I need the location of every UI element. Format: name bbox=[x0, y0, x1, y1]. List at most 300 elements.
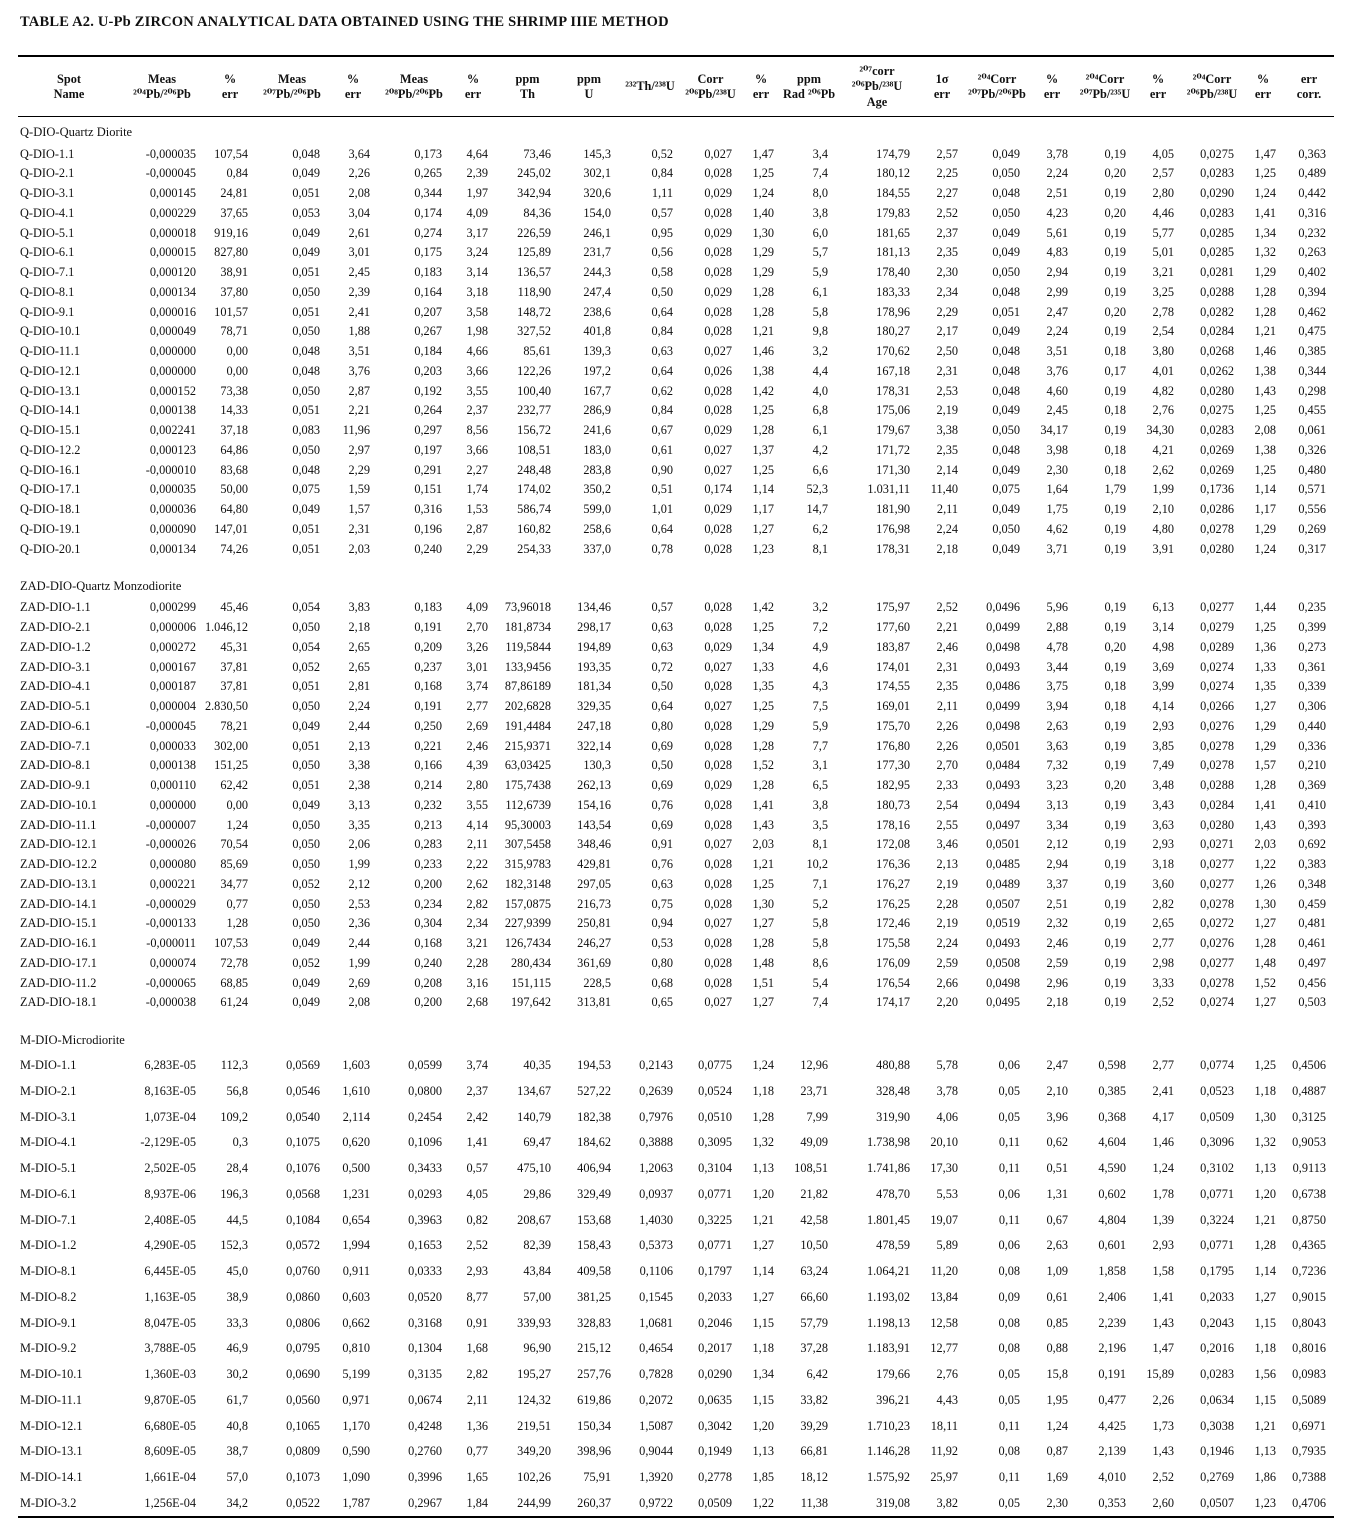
data-cell-c75: 0,19 bbox=[1104, 955, 1126, 970]
data-cell-ppmth: 63,03425 bbox=[504, 758, 551, 773]
data-cell-m207: 0,049 bbox=[292, 502, 320, 517]
data-cell-c75: 0,19 bbox=[1104, 896, 1126, 911]
data-cell-c68: 0,2769 bbox=[1200, 1470, 1234, 1485]
data-cell-e2: 2,38 bbox=[348, 778, 370, 793]
data-cell-e5: 1,95 bbox=[1046, 1392, 1068, 1407]
data-cell-e6: 3,99 bbox=[1152, 679, 1174, 694]
data-cell-ppmu: 215,12 bbox=[577, 1341, 611, 1356]
data-cell-c76: 0,0493 bbox=[986, 936, 1020, 951]
data-cell-e7: 1,22 bbox=[1254, 857, 1276, 872]
data-cell-m207: 0,050 bbox=[292, 758, 320, 773]
data-cell-e1: 56,8 bbox=[226, 1083, 248, 1098]
data-cell-e2: 0,500 bbox=[342, 1161, 370, 1176]
data-cell-ppmu: 194,53 bbox=[577, 1058, 611, 1073]
data-cell-e7: 1,30 bbox=[1254, 896, 1276, 911]
table-row bbox=[18, 1439, 1334, 1465]
data-cell-c68: 0,0282 bbox=[1200, 304, 1234, 319]
spot-name-cell: ZAD-DIO-6.1 bbox=[20, 718, 91, 733]
data-cell-c75: 0,19 bbox=[1104, 600, 1126, 615]
data-cell-m208: 0,265 bbox=[414, 166, 442, 181]
data-cell-ppmth: 40,35 bbox=[523, 1058, 551, 1073]
data-cell-ppmu: 193,35 bbox=[577, 659, 611, 674]
data-cell-e1: 37,81 bbox=[220, 659, 248, 674]
table-row bbox=[18, 934, 1334, 954]
data-cell-e6: 1,43 bbox=[1152, 1444, 1174, 1459]
data-cell-m207: 0,050 bbox=[292, 620, 320, 635]
data-cell-c75: 4,425 bbox=[1098, 1418, 1126, 1433]
spot-name-cell: M-DIO-5.1 bbox=[20, 1161, 77, 1176]
data-cell-ppmth: 156,72 bbox=[517, 423, 551, 438]
data-cell-e6: 3,69 bbox=[1152, 659, 1174, 674]
data-cell-e2: 3,04 bbox=[348, 205, 370, 220]
data-cell-c68: 0,0771 bbox=[1200, 1238, 1234, 1253]
data-cell-e5: 2,46 bbox=[1046, 936, 1068, 951]
data-cell-e2: 2,69 bbox=[348, 975, 370, 990]
data-cell-ppmu: 320,6 bbox=[583, 186, 611, 201]
data-cell-sig: 2,52 bbox=[936, 600, 958, 615]
data-cell-m208: 0,208 bbox=[414, 975, 442, 990]
data-cell-e2: 0,810 bbox=[342, 1341, 370, 1356]
table-row bbox=[18, 1336, 1334, 1362]
spot-name-cell: ZAD-DIO-1.1 bbox=[20, 600, 91, 615]
data-cell-e5: 2,30 bbox=[1046, 1495, 1068, 1510]
data-cell-m208: 0,0333 bbox=[408, 1264, 442, 1279]
spot-name-cell: M-DIO-8.1 bbox=[20, 1264, 77, 1279]
data-cell-c76: 0,05 bbox=[998, 1083, 1020, 1098]
spot-name-cell: Q-DIO-12.2 bbox=[20, 442, 81, 457]
data-cell-e4: 1,24 bbox=[752, 186, 774, 201]
data-cell-rad: 108,51 bbox=[794, 1161, 828, 1176]
data-cell-e4: 1,29 bbox=[752, 245, 774, 260]
table-row bbox=[18, 756, 1334, 776]
data-cell-e5: 2,18 bbox=[1046, 995, 1068, 1010]
data-cell-th238: 0,91 bbox=[651, 837, 673, 852]
data-cell-th238: 0,84 bbox=[651, 324, 673, 339]
data-cell-ppmth: 339,93 bbox=[517, 1315, 551, 1330]
data-cell-ppmu: 527,22 bbox=[577, 1083, 611, 1098]
data-cell-m207: 0,051 bbox=[292, 521, 320, 536]
data-cell-e1: 0,00 bbox=[226, 363, 248, 378]
data-cell-e4: 1,27 bbox=[752, 521, 774, 536]
data-cell-sig: 2,28 bbox=[936, 896, 958, 911]
data-cell-corr68: 0,028 bbox=[704, 205, 732, 220]
data-cell-e3: 3,58 bbox=[466, 304, 488, 319]
data-cell-m207: 0,0568 bbox=[286, 1186, 320, 1201]
data-cell-e2: 2,41 bbox=[348, 304, 370, 319]
data-cell-c76: 0,0489 bbox=[986, 876, 1020, 891]
data-cell-rad: 10,2 bbox=[806, 857, 828, 872]
data-cell-e1: 72,78 bbox=[220, 955, 248, 970]
data-cell-corr68: 0,028 bbox=[704, 817, 732, 832]
data-cell-age: 171,30 bbox=[876, 462, 910, 477]
table-row bbox=[18, 1387, 1334, 1413]
data-cell-e7: 1,56 bbox=[1254, 1367, 1276, 1382]
data-cell-e4: 1,28 bbox=[752, 936, 774, 951]
data-cell-e3: 2,37 bbox=[466, 403, 488, 418]
data-cell-sig: 2,11 bbox=[936, 502, 958, 517]
data-cell-e2: 2,31 bbox=[348, 521, 370, 536]
data-cell-rad: 6,1 bbox=[812, 284, 828, 299]
data-cell-ppmth: 69,47 bbox=[523, 1135, 551, 1150]
data-cell-sig: 2,34 bbox=[936, 284, 958, 299]
data-cell-e5: 2,88 bbox=[1046, 620, 1068, 635]
data-cell-e2: 0,662 bbox=[342, 1315, 370, 1330]
data-cell-sig: 2,76 bbox=[936, 1367, 958, 1382]
data-cell-m208: 0,164 bbox=[414, 284, 442, 299]
data-cell-ppmu: 322,14 bbox=[577, 738, 611, 753]
data-cell-m204: 0,000134 bbox=[149, 284, 196, 299]
data-cell-ec: 0,348 bbox=[1298, 876, 1326, 891]
data-cell-m208: 0,2967 bbox=[408, 1495, 442, 1510]
data-cell-e5: 2,32 bbox=[1046, 916, 1068, 931]
data-cell-rad: 5,9 bbox=[812, 265, 828, 280]
data-cell-ppmu: 244,3 bbox=[583, 265, 611, 280]
data-cell-e3: 2,52 bbox=[466, 1238, 488, 1253]
data-cell-e5: 3,51 bbox=[1046, 344, 1068, 359]
data-cell-age: 1.710,23 bbox=[866, 1418, 910, 1433]
table-section bbox=[18, 1013, 1334, 1518]
data-cell-c76: 0,06 bbox=[998, 1238, 1020, 1253]
data-cell-e5: 0,67 bbox=[1046, 1212, 1068, 1227]
data-cell-e5: 5,96 bbox=[1046, 600, 1068, 615]
data-cell-e4: 1,29 bbox=[752, 265, 774, 280]
data-cell-age: 176,09 bbox=[876, 955, 910, 970]
data-cell-c76: 0,0519 bbox=[986, 916, 1020, 931]
data-cell-age: 172,08 bbox=[876, 837, 910, 852]
data-cell-c68: 0,0278 bbox=[1200, 975, 1234, 990]
data-cell-th238: 0,76 bbox=[651, 857, 673, 872]
data-cell-e7: 1,28 bbox=[1254, 778, 1276, 793]
data-cell-ppmu: 298,17 bbox=[577, 620, 611, 635]
data-cell-e3: 2,68 bbox=[466, 995, 488, 1010]
data-cell-c68: 0,0280 bbox=[1200, 383, 1234, 398]
data-cell-m207: 0,049 bbox=[292, 975, 320, 990]
data-cell-e4: 1,40 bbox=[752, 205, 774, 220]
data-cell-corr68: 0,028 bbox=[704, 383, 732, 398]
table-row bbox=[18, 1310, 1334, 1336]
data-cell-ppmu: 302,1 bbox=[583, 166, 611, 181]
data-cell-c75: 2,196 bbox=[1098, 1341, 1126, 1356]
data-cell-c68: 0,0283 bbox=[1200, 166, 1234, 181]
data-cell-e7: 1,14 bbox=[1254, 482, 1276, 497]
data-cell-e1: 112,3 bbox=[220, 1058, 248, 1073]
column-header-ec: err corr. bbox=[1296, 71, 1322, 102]
data-cell-e7: 1,26 bbox=[1254, 876, 1276, 891]
data-cell-rad: 5,9 bbox=[812, 718, 828, 733]
data-cell-ppmth: 245,02 bbox=[517, 166, 551, 181]
data-cell-th238: 0,62 bbox=[651, 383, 673, 398]
data-cell-ppmu: 130,3 bbox=[583, 758, 611, 773]
data-cell-age: 180,27 bbox=[876, 324, 910, 339]
column-header-corr68: Corr ²⁰⁶Pb/²³⁸U bbox=[685, 71, 736, 102]
table-row bbox=[18, 874, 1334, 894]
data-cell-m204: 8,937E-06 bbox=[144, 1186, 196, 1201]
data-cell-e2: 11,96 bbox=[342, 423, 370, 438]
data-cell-rad: 4,6 bbox=[812, 659, 828, 674]
data-cell-c75: 0,18 bbox=[1104, 442, 1126, 457]
data-cell-c68: 0,0284 bbox=[1200, 797, 1234, 812]
data-cell-age: 181,65 bbox=[876, 225, 910, 240]
data-cell-c68: 0,0288 bbox=[1200, 284, 1234, 299]
data-cell-e2: 2,65 bbox=[348, 659, 370, 674]
data-cell-c75: 0,19 bbox=[1104, 186, 1126, 201]
data-cell-m208: 0,168 bbox=[414, 936, 442, 951]
data-cell-sig: 2,33 bbox=[936, 778, 958, 793]
data-cell-e5: 2,10 bbox=[1046, 1083, 1068, 1098]
data-cell-ec: 0,298 bbox=[1298, 383, 1326, 398]
data-cell-m204: 0,000006 bbox=[149, 620, 196, 635]
data-cell-rad: 5,7 bbox=[812, 245, 828, 260]
data-cell-ppmth: 327,52 bbox=[517, 324, 551, 339]
data-cell-e7: 1,24 bbox=[1254, 541, 1276, 556]
data-cell-e3: 0,91 bbox=[466, 1315, 488, 1330]
data-cell-ec: 0,556 bbox=[1298, 502, 1326, 517]
spot-name-cell: M-DIO-9.2 bbox=[20, 1341, 77, 1356]
data-cell-age: 478,70 bbox=[876, 1186, 910, 1201]
data-cell-m207: 0,0546 bbox=[286, 1083, 320, 1098]
data-cell-e4: 1,38 bbox=[752, 363, 774, 378]
data-cell-m208: 0,166 bbox=[414, 758, 442, 773]
data-cell-e2: 1,99 bbox=[348, 857, 370, 872]
table-row bbox=[18, 835, 1334, 855]
data-cell-age: 179,83 bbox=[876, 205, 910, 220]
data-cell-m204: 0,000299 bbox=[149, 600, 196, 615]
data-cell-e5: 2,51 bbox=[1046, 896, 1068, 911]
data-cell-rad: 23,71 bbox=[800, 1083, 828, 1098]
data-cell-ppmth: 244,99 bbox=[517, 1495, 551, 1510]
data-cell-c75: 0,19 bbox=[1104, 837, 1126, 852]
data-cell-m208: 0,234 bbox=[414, 896, 442, 911]
table-row bbox=[18, 894, 1334, 914]
data-cell-e4: 1,43 bbox=[752, 817, 774, 832]
data-cell-m207: 0,075 bbox=[292, 482, 320, 497]
data-cell-ec: 0,456 bbox=[1298, 975, 1326, 990]
data-cell-ppmth: 197,642 bbox=[511, 995, 551, 1010]
data-cell-c75: 0,19 bbox=[1104, 225, 1126, 240]
data-cell-corr68: 0,028 bbox=[704, 955, 732, 970]
data-cell-e2: 0,620 bbox=[342, 1135, 370, 1150]
data-cell-th238: 1,11 bbox=[651, 186, 673, 201]
data-cell-ec: 0,8043 bbox=[1292, 1315, 1326, 1330]
data-cell-c68: 0,0634 bbox=[1200, 1392, 1234, 1407]
data-cell-e3: 2,77 bbox=[466, 699, 488, 714]
data-cell-m208: 0,304 bbox=[414, 916, 442, 931]
spot-name-cell: Q-DIO-5.1 bbox=[20, 225, 75, 240]
data-cell-e1: 45,0 bbox=[226, 1264, 248, 1279]
data-cell-age: 184,55 bbox=[876, 186, 910, 201]
data-cell-e1: 61,24 bbox=[220, 995, 248, 1010]
data-cell-sig: 2,20 bbox=[936, 995, 958, 1010]
data-cell-corr68: 0,027 bbox=[704, 699, 732, 714]
data-cell-m204: -0,000026 bbox=[145, 837, 196, 852]
data-cell-corr68: 0,029 bbox=[704, 778, 732, 793]
data-cell-ppmth: 140,79 bbox=[517, 1109, 551, 1124]
data-cell-c76: 0,051 bbox=[992, 304, 1020, 319]
data-cell-corr68: 0,1797 bbox=[698, 1264, 732, 1279]
data-cell-m207: 0,051 bbox=[292, 304, 320, 319]
data-cell-e1: 38,91 bbox=[220, 265, 248, 280]
data-cell-e4: 1,32 bbox=[752, 1135, 774, 1150]
data-cell-e3: 3,01 bbox=[466, 659, 488, 674]
spot-name-cell: Q-DIO-20.1 bbox=[20, 541, 81, 556]
data-cell-m207: 0,053 bbox=[292, 205, 320, 220]
data-cell-e1: 45,31 bbox=[220, 639, 248, 654]
data-cell-corr68: 0,026 bbox=[704, 363, 732, 378]
data-cell-e7: 1,18 bbox=[1254, 1341, 1276, 1356]
data-cell-e1: 37,18 bbox=[220, 423, 248, 438]
data-cell-c76: 0,0499 bbox=[986, 620, 1020, 635]
data-cell-e2: 3,64 bbox=[348, 146, 370, 161]
data-cell-e4: 1,17 bbox=[752, 502, 774, 517]
data-cell-ec: 0,317 bbox=[1298, 541, 1326, 556]
spot-name-cell: M-DIO-13.1 bbox=[20, 1444, 83, 1459]
data-cell-e7: 1,25 bbox=[1254, 1058, 1276, 1073]
data-cell-ec: 0,336 bbox=[1298, 738, 1326, 753]
table-section bbox=[18, 559, 1334, 1013]
data-cell-sig: 2,31 bbox=[936, 659, 958, 674]
data-cell-ppmu: 247,4 bbox=[583, 284, 611, 299]
data-cell-c76: 0,049 bbox=[992, 403, 1020, 418]
data-cell-age: 178,96 bbox=[876, 304, 910, 319]
data-cell-e2: 1,603 bbox=[342, 1058, 370, 1073]
data-cell-th238: 0,58 bbox=[651, 265, 673, 280]
data-cell-ec: 0,481 bbox=[1298, 916, 1326, 931]
data-cell-ppmth: 73,46 bbox=[523, 146, 551, 161]
data-cell-ec: 0,6971 bbox=[1292, 1418, 1326, 1433]
data-cell-e5: 1,75 bbox=[1046, 502, 1068, 517]
data-cell-e1: 24,81 bbox=[220, 186, 248, 201]
data-cell-c75: 0,19 bbox=[1104, 521, 1126, 536]
data-cell-e1: 64,80 bbox=[220, 502, 248, 517]
data-cell-rad: 39,29 bbox=[800, 1418, 828, 1433]
spot-name-cell: Q-DIO-12.1 bbox=[20, 363, 81, 378]
data-cell-sig: 2,13 bbox=[936, 857, 958, 872]
column-header-spot: Spot Name bbox=[53, 71, 85, 102]
data-cell-e1: 33,3 bbox=[226, 1315, 248, 1330]
data-cell-e7: 1,13 bbox=[1254, 1161, 1276, 1176]
data-cell-sig: 12,77 bbox=[930, 1341, 958, 1356]
data-cell-ppmu: 258,6 bbox=[583, 521, 611, 536]
data-cell-e2: 1,610 bbox=[342, 1083, 370, 1098]
data-cell-ppmu: 350,2 bbox=[583, 482, 611, 497]
data-cell-corr68: 0,2778 bbox=[698, 1470, 732, 1485]
data-cell-e3: 1,84 bbox=[466, 1495, 488, 1510]
column-header-e1: % err bbox=[221, 71, 239, 102]
data-cell-ec: 0,394 bbox=[1298, 284, 1326, 299]
data-cell-e5: 2,47 bbox=[1046, 304, 1068, 319]
data-cell-e5: 0,62 bbox=[1046, 1135, 1068, 1150]
data-cell-m204: 0,000074 bbox=[149, 955, 196, 970]
data-cell-e6: 4,80 bbox=[1152, 521, 1174, 536]
data-cell-c76: 0,0493 bbox=[986, 659, 1020, 674]
data-cell-e5: 3,98 bbox=[1046, 442, 1068, 457]
data-cell-c68: 0,0290 bbox=[1200, 186, 1234, 201]
data-cell-e1: 85,69 bbox=[220, 857, 248, 872]
data-cell-c76: 0,075 bbox=[992, 482, 1020, 497]
data-cell-c76: 0,048 bbox=[992, 383, 1020, 398]
data-cell-m207: 0,0540 bbox=[286, 1109, 320, 1124]
data-cell-e2: 3,13 bbox=[348, 797, 370, 812]
data-cell-th238: 0,50 bbox=[651, 679, 673, 694]
data-cell-corr68: 0,028 bbox=[704, 896, 732, 911]
data-cell-m207: 0,049 bbox=[292, 995, 320, 1010]
data-cell-rad: 6,1 bbox=[812, 423, 828, 438]
data-cell-c76: 0,050 bbox=[992, 166, 1020, 181]
data-cell-m208: 0,183 bbox=[414, 600, 442, 615]
data-cell-e3: 4,64 bbox=[466, 146, 488, 161]
data-cell-e6: 3,48 bbox=[1152, 778, 1174, 793]
data-cell-m207: 0,049 bbox=[292, 166, 320, 181]
data-cell-rad: 10,50 bbox=[800, 1238, 828, 1253]
table-row bbox=[18, 1259, 1334, 1285]
data-cell-rad: 3,8 bbox=[812, 797, 828, 812]
data-cell-th238: 1,2063 bbox=[639, 1161, 673, 1176]
data-cell-e5: 1,31 bbox=[1046, 1186, 1068, 1201]
data-cell-m207: 0,049 bbox=[292, 245, 320, 260]
data-cell-corr68: 0,028 bbox=[704, 876, 732, 891]
data-cell-ec: 0,475 bbox=[1298, 324, 1326, 339]
data-cell-e6: 2,26 bbox=[1152, 1392, 1174, 1407]
data-cell-m208: 0,184 bbox=[414, 344, 442, 359]
data-cell-sig: 2,70 bbox=[936, 758, 958, 773]
data-cell-e5: 3,34 bbox=[1046, 817, 1068, 832]
data-cell-e7: 1,27 bbox=[1254, 995, 1276, 1010]
data-cell-th238: 1,3920 bbox=[639, 1470, 673, 1485]
data-cell-c75: 0,385 bbox=[1098, 1083, 1126, 1098]
data-cell-e5: 0,87 bbox=[1046, 1444, 1068, 1459]
data-cell-th238: 0,57 bbox=[651, 205, 673, 220]
table-row bbox=[18, 500, 1334, 520]
data-cell-e5: 1,69 bbox=[1046, 1470, 1068, 1485]
data-cell-m204: -0,000010 bbox=[145, 462, 196, 477]
data-cell-c75: 1,79 bbox=[1104, 482, 1126, 497]
data-cell-age: 174,55 bbox=[876, 679, 910, 694]
data-cell-e2: 0,654 bbox=[342, 1212, 370, 1227]
data-cell-m208: 0,0800 bbox=[408, 1083, 442, 1098]
data-cell-ppmu: 197,2 bbox=[583, 363, 611, 378]
data-cell-ec: 0,326 bbox=[1298, 442, 1326, 457]
column-header-e4: % err bbox=[752, 71, 770, 102]
table-row bbox=[18, 322, 1334, 342]
data-cell-m204: 9,870E-05 bbox=[144, 1392, 196, 1407]
table-row bbox=[18, 243, 1334, 263]
data-cell-e4: 1,37 bbox=[752, 442, 774, 457]
spot-name-cell: M-DIO-3.2 bbox=[20, 1495, 77, 1510]
data-cell-ec: 0,383 bbox=[1298, 857, 1326, 872]
data-cell-th238: 0,65 bbox=[651, 995, 673, 1010]
data-cell-c76: 0,0485 bbox=[986, 857, 1020, 872]
data-cell-e2: 3,76 bbox=[348, 363, 370, 378]
spot-name-cell: Q-DIO-9.1 bbox=[20, 304, 75, 319]
data-cell-e4: 1,46 bbox=[752, 344, 774, 359]
data-cell-th238: 0,4654 bbox=[639, 1341, 673, 1356]
data-cell-sig: 2,66 bbox=[936, 975, 958, 990]
data-cell-e2: 1,170 bbox=[342, 1418, 370, 1433]
data-cell-corr68: 0,2017 bbox=[698, 1341, 732, 1356]
data-cell-rad: 57,79 bbox=[800, 1315, 828, 1330]
data-cell-e3: 1,53 bbox=[466, 502, 488, 517]
table-row bbox=[18, 736, 1334, 756]
data-cell-corr68: 0,028 bbox=[704, 797, 732, 812]
data-cell-e6: 7,49 bbox=[1152, 758, 1174, 773]
data-cell-ppmu: 154,16 bbox=[577, 797, 611, 812]
data-cell-m208: 0,168 bbox=[414, 679, 442, 694]
data-cell-e3: 2,11 bbox=[466, 837, 488, 852]
data-cell-e7: 1,21 bbox=[1254, 324, 1276, 339]
data-cell-th238: 1,4030 bbox=[639, 1212, 673, 1227]
data-cell-corr68: 0,027 bbox=[704, 344, 732, 359]
data-cell-c68: 0,0275 bbox=[1200, 146, 1234, 161]
